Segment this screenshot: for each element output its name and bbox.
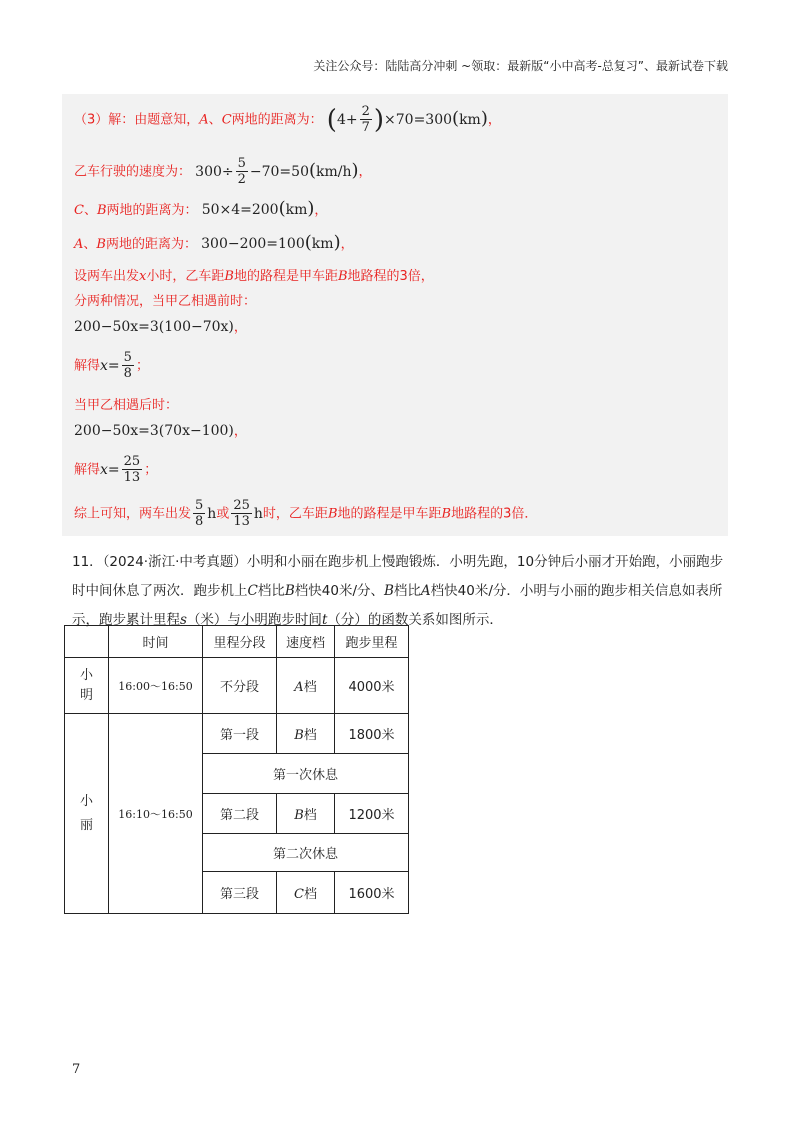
distance: 1200米: [335, 794, 409, 834]
segment: 第二段: [203, 794, 277, 834]
segment: 第一段: [203, 714, 277, 754]
gear: B档: [277, 714, 335, 754]
solution-block: [62, 94, 728, 536]
solution-line-12: 综上可知，两车出发 $\frac{5}{8}$ h或 $\frac{25}{13}$ h时，乙车距B地的路程是甲车距B地路程的3倍．: [74, 498, 538, 529]
solution-line-5: 设两车出发x小时，乙车距B地的路程是甲车距B地路程的3倍，: [74, 269, 434, 284]
page-header: 关注公众号：陆陆高分冲刺 ~领取：最新版“小中高考-总复习”、最新试卷下载: [313, 59, 728, 73]
solution-line-1: （3）解：由题意知，A、C两地的距离为： (4+ $\frac{2}{7}$ )×70=300(km)，: [74, 104, 501, 135]
page-number: 7: [72, 1062, 81, 1077]
table-header-cell: 里程分段: [203, 626, 277, 658]
segment: 不分段: [203, 658, 277, 714]
running-info-table: [64, 625, 409, 914]
gear: C档: [277, 872, 335, 914]
table-row-xiaoming: [65, 658, 409, 714]
solution-line-2: 乙车行驶的速度为： 300÷ $\frac{5}{2}$ −70=50(km/h)，: [74, 156, 372, 187]
solution-line-7: 200−50x=3(100−70x)，: [74, 319, 247, 335]
table-header-row: [65, 626, 409, 658]
segment: 第三段: [203, 872, 277, 914]
gear: A档: [277, 658, 335, 714]
distance: 4000米: [335, 658, 409, 714]
time-range: 16:10～16:50: [109, 714, 203, 914]
distance: 1600米: [335, 872, 409, 914]
rest-period: 第二次休息: [203, 834, 409, 872]
person-name: 小明: [65, 658, 109, 714]
question-11: 11．（2024·浙江·中考真题）小明和小丽在跑步机上慢跑锻炼．小明先跑，10分钟后小丽才开始跑，小丽跑步时中间休息了两次．跑步机上C档比B档快40米/分、B档比A档快40米/分．小明与小丽的跑步相关信息如表所示，跑步累计里程s（米）与小明跑步时间t（分）的函数关系如图所示．: [72, 554, 724, 628]
table-header-cell: 时间: [109, 626, 203, 658]
gear: B档: [277, 794, 335, 834]
person-name: 小丽: [65, 714, 109, 914]
solution-line-6: 分两种情况，当甲乙相遇前时：: [74, 294, 257, 309]
table-header-cell: [65, 626, 109, 658]
distance: 1800米: [335, 714, 409, 754]
table-row-xiaoli-seg1: [65, 714, 409, 754]
solution-line-4: A、B两地的距离为： 300−200=100(km)，: [74, 232, 354, 253]
solution-line-10: 200−50x=3(70x−100)，: [74, 423, 247, 439]
table-header-cell: 速度档: [277, 626, 335, 658]
rest-period: 第一次休息: [203, 754, 409, 794]
table-header-cell: 跑步里程: [335, 626, 409, 658]
solution-line-9: 当甲乙相遇后时：: [74, 398, 179, 413]
solution-line-11: 解得x= $\frac{25}{13}$ ；: [74, 454, 158, 485]
solution-line-3: C、B两地的距离为： 50×4=200(km)，: [74, 198, 328, 219]
solution-line-8: 解得x= $\frac{5}{8}$ ；: [74, 350, 149, 381]
time-range: 16:00～16:50: [109, 658, 203, 714]
